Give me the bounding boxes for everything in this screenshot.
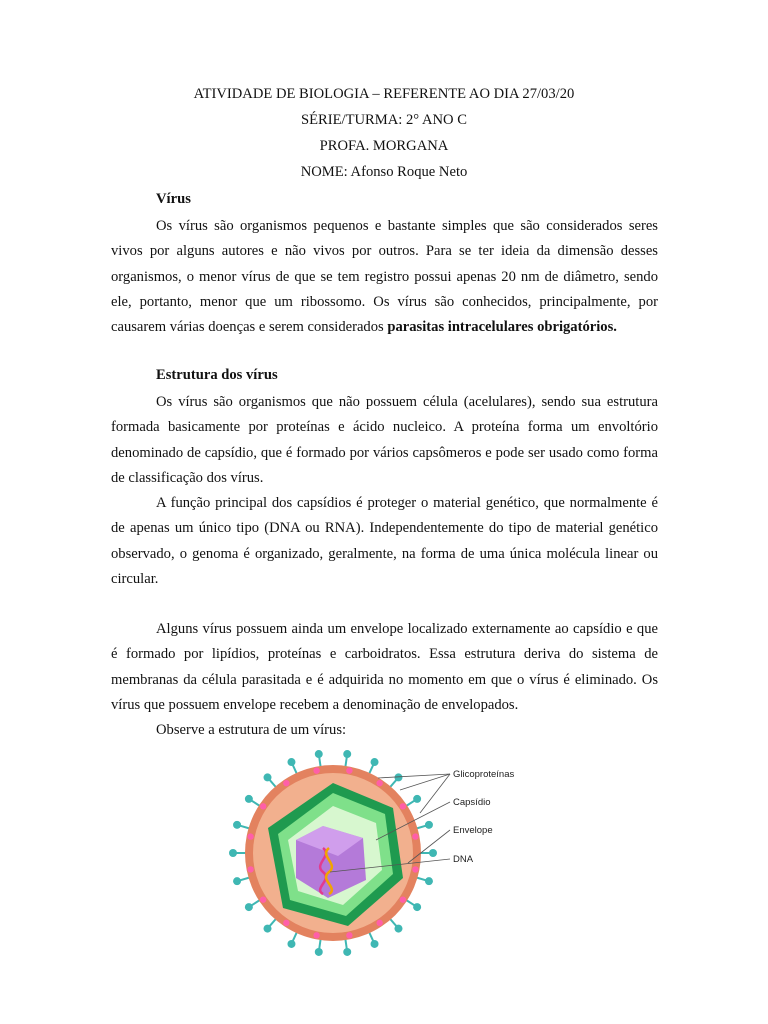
spike-head (371, 758, 379, 766)
virus-structure-figure (228, 748, 528, 958)
document-title: ATIVIDADE DE BIOLOGIA – REFERENTE AO DIA 27/03/20 (193, 86, 575, 102)
spike-head (245, 903, 253, 911)
paragraph-envelope: Alguns vírus possuem ainda um envelope localizado externamente ao capsídio e que é formado por lipídios, proteínas e carboidratos. Essa estrutura deriva do sistema de membranas da célula parasitada e é adquirida no momento em que o vírus é eliminado. Os vírus que possuem envelope recebem a denominação de envelopados. (111, 621, 658, 713)
spike-head (413, 795, 421, 803)
spike-head (233, 821, 241, 829)
paragraph-virus-intro-bold: parasitas intracelulares obrigatórios. (387, 319, 617, 336)
section-heading-virus: Vírus (156, 191, 191, 207)
envelope-protein (400, 803, 406, 809)
spike-head (315, 948, 323, 956)
spike-head (425, 821, 433, 829)
student-name: NOME: Afonso Roque Neto (300, 164, 468, 180)
spike-head (343, 750, 351, 758)
virus-diagram (228, 748, 528, 958)
envelope-protein (412, 866, 418, 872)
label-envelope: Envelope (453, 825, 493, 836)
spike-head (264, 925, 272, 933)
paragraph-virus-intro-text: Os vírus são organismos pequenos e bastante simples que são considerados seres vivos por alguns autores e não vivos por outros. Para se ter ideia da dimensão desses organismos, o menor vírus de que se tem registro possui apenas 20 nm de diâmetro, sendo ele, portanto, menor que um ribossomo. Os vírus são conhecidos, principalmente, por causarem várias doenças e serem considerados (111, 218, 658, 336)
label-glicoproteinas: Glicoproteínas (453, 769, 515, 780)
envelope-protein (346, 932, 352, 938)
spike-head (264, 773, 272, 781)
serie-turma: SÉRIE/TURMA: 2° ANO C (301, 112, 467, 128)
paragraph-capsidio: A função principal dos capsídios é proteger o material genético, que normalmente é de apenas um único tipo (DNA ou RNA). Independentemente do tipo de material genético observado, o genoma é organizado, geralmente, na forma de uma única molécula linear ou circular. (111, 495, 658, 587)
envelope-protein (247, 866, 253, 872)
spike-head (425, 877, 433, 885)
spike-head (343, 948, 351, 956)
envelope-protein (412, 833, 418, 839)
envelope-protein (313, 932, 319, 938)
spike-head (371, 940, 379, 948)
envelope-protein (247, 833, 253, 839)
label-dna: DNA (453, 854, 474, 865)
spike-head (413, 903, 421, 911)
envelope-protein (400, 896, 406, 902)
leader-glicoproteinas-3 (420, 774, 450, 813)
envelope-protein (313, 767, 319, 773)
spike-head (245, 795, 253, 803)
envelope-protein (346, 767, 352, 773)
envelope-protein (283, 920, 289, 926)
spike-head (429, 849, 437, 857)
spike-head (233, 877, 241, 885)
spike-head (394, 925, 402, 933)
envelope-protein (376, 920, 382, 926)
paragraph-virus-intro (111, 214, 658, 340)
envelope-protein (283, 780, 289, 786)
spike-head (394, 773, 402, 781)
paragraph-estrutura: Os vírus são organismos que não possuem célula (acelulares), sendo sua estrutura formada basicamente por proteínas e ácido nucleico. A proteína forma um envoltório denominado de capsídio, que é formado por vários capsômeros e pode ser usado como forma de classificação dos vírus. (111, 394, 658, 486)
envelope-protein (260, 803, 266, 809)
teacher-name: PROFA. MORGANA (319, 138, 449, 154)
spike-head (287, 758, 295, 766)
envelope-protein (376, 780, 382, 786)
label-capsidio: Capsídio (453, 797, 491, 808)
section-heading-estrutura: Estrutura dos vírus (156, 367, 278, 383)
paragraph-observe: Observe a estrutura de um vírus: (156, 722, 347, 738)
spike-head (287, 940, 295, 948)
spike-head (229, 849, 237, 857)
spike-head (315, 750, 323, 758)
envelope-protein (260, 896, 266, 902)
